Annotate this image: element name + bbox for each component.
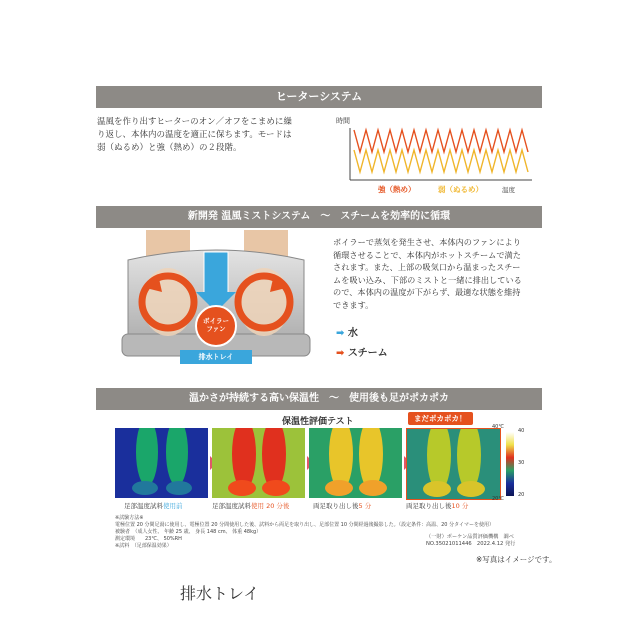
caption-10min bbox=[406, 501, 468, 510]
heater-description bbox=[97, 116, 337, 155]
caption-highlight: 5 分 bbox=[358, 502, 372, 510]
steam-arrow-icon: ➡ bbox=[336, 348, 345, 359]
legend-water-label: 水 bbox=[347, 328, 358, 339]
note-line: 被験者 （成人女性、 年齢 25 歳、 身長 148 cm、 体重 48kg） bbox=[115, 529, 262, 535]
caption-prefix: 両足取り出し後 bbox=[313, 502, 359, 510]
legend-steam bbox=[336, 344, 388, 359]
mist-title: 新開発 温風ミストシステム ～ スチームを効率的に循環 bbox=[187, 211, 451, 222]
mist-desc-line: ムを吸い込み、下部のミストと一緒に排出している bbox=[333, 274, 522, 285]
thermal-image-20min bbox=[212, 428, 305, 498]
scale-bottom-label: 20℃ bbox=[492, 496, 504, 502]
caption-20min bbox=[212, 501, 289, 510]
scale-tick-20: 20 bbox=[518, 492, 525, 498]
heater-banner bbox=[96, 86, 542, 108]
strong-mode-wave bbox=[354, 130, 528, 152]
drain-tray-label: 排水トレイ bbox=[198, 353, 234, 361]
graph-x-label: 温度 bbox=[502, 186, 515, 194]
mist-banner bbox=[96, 206, 542, 228]
strong-label: 強（熱め） bbox=[378, 185, 416, 194]
weak-mode-wave bbox=[354, 150, 528, 172]
mist-desc-line: ボイラーで蒸気を発生させ、本体内のファンにより bbox=[333, 237, 521, 247]
warmth-title: 温かさが持続する高い保温性 ～ 使用後も足がポカポカ bbox=[189, 393, 449, 404]
caption-highlight: 使用 20 分後 bbox=[251, 502, 290, 510]
source-line: NO.35021011446 2022.4.12 発行 bbox=[426, 541, 516, 547]
mist-desc-line: ので、本体内の温度が下がらず、最適な状態を維持 bbox=[333, 287, 521, 297]
fan-label-line: ファン bbox=[206, 325, 226, 333]
mist-description bbox=[333, 236, 547, 311]
legend-water bbox=[336, 324, 358, 339]
note-line: ※試験方法※ bbox=[115, 515, 144, 521]
temperature-scale bbox=[492, 424, 546, 502]
mist-desc-line: されます。また、上部の吸気口から温まったスチー bbox=[333, 262, 521, 272]
heater-desc-line: 温風を作り出すヒーターのオン／オフをこまめに繰 bbox=[97, 117, 292, 127]
thermal-image-before bbox=[115, 428, 208, 498]
tray-label: 排水トレイ bbox=[180, 584, 260, 603]
caption-highlight: 使用前 bbox=[163, 502, 183, 510]
warmth-banner bbox=[96, 388, 542, 410]
mist-desc-line: できます。 bbox=[333, 299, 374, 310]
scale-tick-40: 40 bbox=[518, 428, 525, 434]
thermal-image-10min bbox=[406, 428, 501, 500]
scale-top-label: 40℃ bbox=[492, 424, 504, 430]
note-line: 測定環境 23℃、 50%RH bbox=[115, 536, 182, 542]
badge-label: まだポカポカ！ bbox=[414, 414, 467, 423]
fan-label bbox=[198, 317, 234, 333]
note-line: ※試料 （足部保温効果） bbox=[115, 543, 172, 549]
scale-tick-30: 30 bbox=[518, 460, 525, 466]
heater-desc-line: 弱（ぬるめ）と強（熱め）の２段階。 bbox=[97, 143, 242, 153]
heater-title: ヒーターシステム bbox=[275, 90, 363, 103]
weak-label: 弱（ぬるめ） bbox=[438, 185, 483, 194]
caption-prefix: 両足取り出し後 bbox=[406, 502, 452, 510]
heater-graph bbox=[336, 116, 536, 198]
footnote: ※写真はイメージです。 bbox=[476, 555, 557, 564]
test-title: 保温性評価テスト bbox=[282, 417, 354, 427]
badge bbox=[408, 412, 473, 425]
source-note bbox=[426, 534, 546, 548]
source-line: （一財）ボーケン品質評価機構 調べ bbox=[426, 534, 514, 540]
caption-before bbox=[124, 501, 183, 510]
caption-prefix: 足部温度試料 bbox=[212, 502, 251, 510]
caption-5min bbox=[313, 501, 371, 510]
fan-label-line: ボイラー bbox=[203, 317, 229, 325]
mist-desc-line: 循環させることで、本体内がホットスチームで満た bbox=[333, 249, 521, 260]
caption-highlight: 10 分 bbox=[451, 502, 469, 510]
caption-prefix: 足部温度試料 bbox=[124, 502, 163, 510]
legend-steam-label: スチーム bbox=[347, 348, 388, 359]
thermal-image-5min bbox=[309, 428, 402, 498]
water-arrow-icon: ➡ bbox=[336, 328, 345, 339]
graph-y-label: 時間 bbox=[336, 117, 350, 125]
note-line: 電極位置 20 分間足湯に使用し、電極位置 20 分間使用した後、試料から両足を取り出し、足部位置 10 分間経過後撮影した。（設定条件：高温、20 分タイマーを使用） bbox=[115, 522, 494, 528]
heater-desc-line: り返し、本体内の温度を適正に保ちます。モードは bbox=[97, 130, 292, 140]
scale-bar bbox=[506, 432, 514, 496]
